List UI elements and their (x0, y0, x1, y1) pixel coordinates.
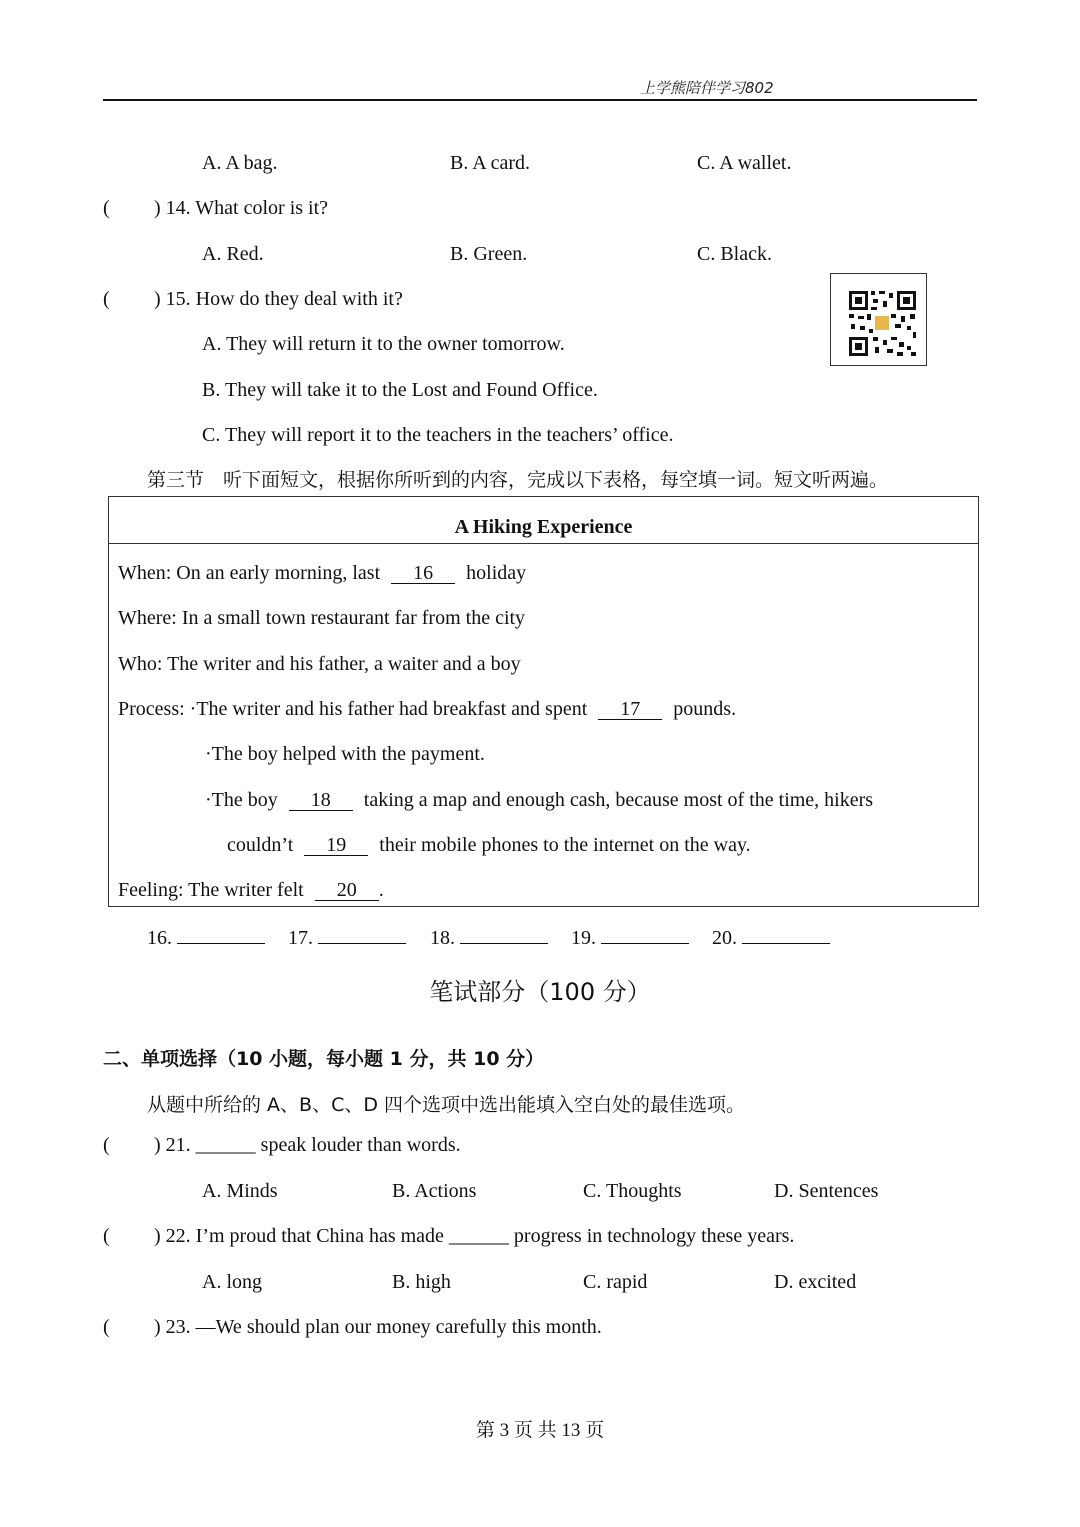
process-post: pounds. (673, 698, 737, 720)
table-feeling-row (118, 878, 384, 902)
answer-19[interactable]: 19. (571, 925, 689, 950)
part2-heading: 二、单项选择（10 小题，每小题 1 分，共 10 分） (103, 1048, 545, 1070)
q21-option-b: B. Actions (392, 1180, 477, 1202)
table-boy-row (205, 788, 873, 812)
header-text: 上学熊陪伴学习802 (640, 79, 774, 97)
section3-instruction: 第三节 听下面短文，根据你所听到的内容，完成以下表格，每空填一词。短文听两遍。 (147, 469, 889, 491)
q22-question: ) 22. I’m proud that China has made ______ progress in technology these years. (154, 1225, 795, 1247)
table-where-row: Where: In a small town restaurant far from the city (118, 607, 526, 629)
answer-18[interactable]: 18. (430, 925, 548, 950)
process-label: Process: ·The writer and his father had breakfast and spent (118, 698, 588, 720)
qr-code-icon (831, 274, 926, 365)
q21-option-a: A. Minds (202, 1180, 278, 1202)
q22-option-b: B. high (392, 1271, 451, 1293)
table-title: A Hiking Experience (454, 516, 633, 538)
q15-answer-paren[interactable]: ( (103, 288, 110, 310)
q22-answer-paren[interactable]: ( (103, 1225, 110, 1247)
q13-option-a: A. A bag. (202, 152, 278, 174)
q15-option-b: B. They will take it to the Lost and Found Office. (202, 379, 598, 401)
q22-option-d: D. excited (774, 1271, 857, 1293)
couldnt-post: their mobile phones to the internet on the way. (379, 834, 751, 856)
q14-answer-paren[interactable]: ( (103, 197, 110, 219)
blank-20: 20 (315, 880, 379, 901)
blank-19: 19 (304, 835, 368, 856)
feeling-label: Feeling: The writer felt (118, 879, 304, 901)
qr-code[interactable] (830, 273, 927, 366)
blank-18: 18 (289, 790, 353, 811)
q14-option-c: C. Black. (697, 243, 772, 265)
table-boy-help-row: ·The boy helped with the payment. (205, 743, 485, 765)
blank-17: 17 (598, 699, 662, 720)
table-title-row (109, 497, 978, 544)
part2-instruction: 从题中所给的 A、B、C、D 四个选项中选出能填入空白处的最佳选项。 (147, 1094, 746, 1116)
written-part-title: 笔试部分（100 分） (429, 978, 651, 1006)
q14-option-a: A. Red. (202, 243, 264, 265)
q14-question: ) 14. What color is it? (154, 197, 329, 219)
q22-option-a: A. long (202, 1271, 262, 1293)
boy-post: taking a map and enough cash, because most of the time, hikers (363, 789, 874, 811)
couldnt-label: couldn’t (227, 834, 294, 856)
q13-option-c: C. A wallet. (697, 152, 792, 174)
answer-17[interactable]: 17. (288, 925, 406, 950)
header-rule (103, 99, 977, 101)
when-label: When: On an early morning, last (118, 562, 381, 584)
q21-option-c: C. Thoughts (583, 1180, 682, 1202)
table-process-row (118, 697, 736, 721)
q23-answer-paren[interactable]: ( (103, 1316, 110, 1338)
q15-option-c: C. They will report it to the teachers in the teachers’ office. (202, 424, 674, 446)
q21-option-d: D. Sentences (774, 1180, 879, 1202)
q13-option-b: B. A card. (450, 152, 530, 174)
q14-option-b: B. Green. (450, 243, 528, 265)
blank-16: 16 (391, 563, 455, 584)
answer-16[interactable]: 16. (147, 925, 265, 950)
q22-option-c: C. rapid (583, 1271, 648, 1293)
feeling-post: . (378, 879, 384, 901)
answer-20[interactable]: 20. (712, 925, 830, 950)
page-footer: 第 3 页 共 13 页 (475, 1420, 605, 1441)
table-couldnt-row (227, 833, 751, 857)
q15-option-a: A. They will return it to the owner tomorrow. (202, 333, 565, 355)
boy-label: ·The boy (205, 789, 278, 811)
table-who-row: Who: The writer and his father, a waiter and a boy (118, 653, 521, 675)
table-when-row (118, 561, 526, 585)
when-post: holiday (466, 562, 527, 584)
q15-question: ) 15. How do they deal with it? (154, 288, 403, 310)
q21-question: ) 21. ______ speak louder than words. (154, 1134, 461, 1156)
q23-question: ) 23. —We should plan our money carefully this month. (154, 1316, 602, 1338)
q21-answer-paren[interactable]: ( (103, 1134, 110, 1156)
